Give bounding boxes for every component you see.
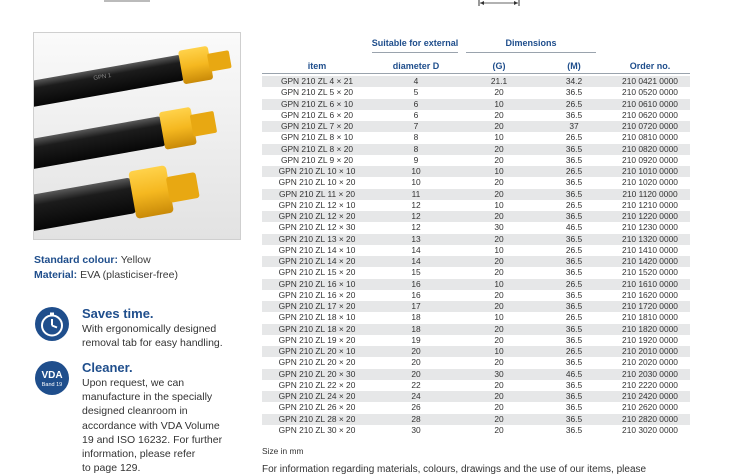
cell-item: GPN 210 ZL 13 × 20: [278, 233, 356, 244]
cell-g: 20: [494, 256, 504, 266]
table-row: [262, 121, 690, 132]
cell-g: 20: [494, 109, 504, 120]
table-row: [262, 402, 690, 413]
cell-g: 20: [494, 154, 504, 165]
cell-g: 20: [494, 87, 504, 98]
cell-g: 10: [494, 166, 504, 176]
material-value: EVA (plasticiser-free): [80, 269, 178, 281]
cell-g: 20: [494, 121, 504, 131]
cell-g: 20: [494, 413, 504, 424]
cell-m: 36.5: [565, 357, 583, 368]
cell-g: 10: [494, 199, 504, 210]
cell-item: GPN 210 ZL 8 × 20: [280, 143, 354, 154]
cell-diameter: 20: [411, 368, 421, 379]
cell-g: 10: [494, 312, 504, 323]
cell-order-no: 210 0720 0000: [622, 121, 678, 131]
cell-diameter: 17: [411, 301, 421, 311]
table-row: [262, 357, 690, 368]
stopwatch-icon: [34, 306, 70, 342]
cell-g: 30: [494, 368, 504, 379]
cell-diameter: 6: [413, 109, 419, 120]
feature-description: [82, 322, 242, 350]
feature-title: Saves time.: [82, 306, 154, 321]
header-divider: [466, 52, 596, 53]
cell-diameter: 30: [411, 424, 421, 435]
cell-order-no: 210 1410 0000: [622, 244, 678, 255]
cell-order-no: 210 1010 0000: [622, 166, 678, 176]
cell-m: 46.5: [565, 222, 583, 233]
cell-m: 26.5: [565, 199, 583, 210]
cell-item: GPN 210 ZL 28 × 20: [278, 413, 356, 424]
feature-line: 19 and ISO 16232. For further: [82, 433, 223, 446]
cell-m: 36.5: [565, 334, 583, 345]
cell-diameter: 15: [411, 267, 421, 278]
header-suitable: Suitable for external: [371, 38, 459, 48]
product-photo: [33, 32, 241, 240]
cell-order-no: 210 0620 0000: [622, 109, 678, 120]
size-note: Size in mm: [262, 446, 304, 456]
cell-item: GPN 210 ZL 22 × 20: [278, 379, 356, 390]
cell-item: GPN 210 ZL 12 × 10: [278, 199, 356, 210]
header-g: (G): [492, 61, 506, 71]
cell-item: GPN 210 ZL 20 × 30: [278, 368, 356, 379]
header-order: Order no.: [629, 61, 671, 71]
cell-order-no: 210 2020 0000: [622, 357, 678, 368]
cell-item: GPN 210 ZL 10 × 10: [278, 166, 356, 176]
cell-g: 20: [494, 334, 504, 345]
cell-m: 36.5: [565, 87, 583, 98]
cell-g: 21.1: [490, 76, 508, 86]
table-row: [262, 245, 690, 256]
decorative-rule: [104, 0, 150, 2]
cell-order-no: 210 2420 0000: [622, 391, 678, 401]
badge-bottom-text: Band 19: [41, 382, 63, 388]
cell-m: 36.5: [565, 391, 583, 401]
cell-g: 20: [494, 188, 504, 199]
cell-g: 20: [494, 289, 504, 300]
cell-m: 26.5: [565, 166, 583, 176]
cell-g: 20: [494, 267, 504, 278]
table-row: [262, 290, 690, 301]
cell-m: 36.5: [565, 424, 583, 435]
table-row: [262, 155, 690, 166]
cell-diameter: 9: [413, 154, 419, 165]
cell-diameter: 4: [413, 76, 419, 86]
standard-colour-label: Standard colour:: [34, 254, 119, 266]
feature-line: Upon request, we can: [82, 377, 185, 389]
cell-m: 36.5: [565, 154, 583, 165]
cell-m: 36.5: [565, 402, 583, 413]
cell-diameter: 20: [411, 357, 421, 368]
feature-line: to page 129.: [82, 462, 141, 475]
header-dimensions: Dimensions: [505, 38, 557, 48]
table-row: [262, 301, 690, 312]
vda-badge-icon: [34, 360, 70, 396]
cell-order-no: 210 1820 0000: [622, 323, 678, 334]
cell-order-no: 210 3020 0000: [622, 424, 678, 435]
cell-item: GPN 210 ZL 15 × 20: [278, 267, 356, 278]
cell-order-no: 210 1220 0000: [622, 211, 678, 221]
table-row: [262, 144, 690, 155]
cell-order-no: 210 0920 0000: [622, 154, 678, 165]
cell-order-no: 210 2010 0000: [622, 346, 678, 356]
cell-diameter: 14: [411, 244, 421, 255]
cell-g: 20: [494, 357, 504, 368]
cell-item: GPN 210 ZL 16 × 20: [278, 289, 356, 300]
cell-item: GPN 210 ZL 11 × 20: [278, 188, 356, 199]
cell-order-no: 210 1610 0000: [622, 278, 678, 289]
cell-item: GPN 210 ZL 26 × 20: [278, 402, 356, 413]
cell-item: GPN 210 ZL 30 × 20: [278, 424, 356, 435]
cell-m: 36.5: [565, 109, 583, 120]
feature-line: removal tab for easy handling.: [82, 337, 223, 350]
cell-g: 20: [494, 143, 504, 154]
cell-g: 10: [494, 244, 504, 255]
cell-m: 26.5: [565, 132, 583, 143]
feature-description: [82, 376, 242, 475]
table-row: [262, 87, 690, 98]
cell-diameter: 13: [411, 233, 421, 244]
cell-g: 20: [494, 301, 504, 311]
cell-m: 36.5: [565, 413, 583, 424]
cell-m: 26.5: [565, 98, 583, 109]
cell-m: 36.5: [565, 256, 583, 266]
table-row: [262, 132, 690, 143]
cell-order-no: 210 1420 0000: [622, 256, 678, 266]
cell-item: GPN 210 ZL 12 × 30: [278, 222, 356, 233]
cell-g: 20: [494, 379, 504, 390]
table-row: [262, 324, 690, 335]
header-bottom-rule: [262, 73, 690, 74]
cell-diameter: 16: [411, 278, 421, 289]
cell-item: GPN 210 ZL 24 × 20: [278, 391, 356, 401]
cell-diameter: 18: [411, 323, 421, 334]
cell-g: 20: [494, 402, 504, 413]
cell-order-no: 210 1210 0000: [622, 199, 678, 210]
table-row: [262, 267, 690, 278]
cell-m: 36.5: [565, 177, 583, 188]
cell-diameter: 20: [411, 346, 421, 356]
cell-item: GPN 210 ZL 18 × 20: [278, 323, 356, 334]
feature-line: accordance with VDA Volume: [82, 419, 220, 432]
cell-order-no: 210 0421 0000: [622, 76, 678, 86]
cell-item: GPN 210 ZL 18 × 10: [278, 312, 356, 323]
table-row: [262, 346, 690, 357]
cell-item: GPN 210 ZL 19 × 20: [278, 334, 356, 345]
table-row: [262, 110, 690, 121]
table-row: [262, 369, 690, 380]
cell-m: 26.5: [565, 346, 583, 356]
feature-line: designed cleanroom in: [82, 405, 188, 418]
cell-order-no: 210 0610 0000: [622, 98, 678, 109]
table-row: [262, 189, 690, 200]
cell-order-no: 210 0520 0000: [622, 87, 678, 98]
cell-m: 46.5: [565, 368, 583, 379]
cell-order-no: 210 1810 0000: [622, 312, 678, 323]
cell-item: GPN 210 ZL 5 × 20: [280, 87, 354, 98]
table-row: [262, 222, 690, 233]
feature-title: Cleaner.: [82, 360, 133, 375]
cell-diameter: 6: [413, 98, 419, 109]
cell-order-no: 210 0810 0000: [622, 132, 678, 143]
cell-order-no: 210 1620 0000: [622, 289, 678, 300]
cell-g: 20: [494, 391, 504, 401]
cell-item: GPN 210 ZL 7 × 20: [280, 121, 354, 131]
table-row: [262, 99, 690, 110]
cell-diameter: 26: [411, 402, 421, 413]
cell-diameter: 12: [411, 222, 421, 233]
material-label: Material:: [34, 269, 78, 281]
dimension-arrow-icon: [478, 0, 520, 6]
cell-order-no: 210 1120 0000: [622, 188, 678, 199]
header-diameter: diameter D: [392, 61, 440, 71]
cell-diameter: 10: [411, 166, 421, 176]
cell-order-no: 210 1520 0000: [622, 267, 678, 278]
cell-diameter: 19: [411, 334, 421, 345]
cell-item: GPN 210 ZL 6 × 10: [280, 98, 354, 109]
cell-item: GPN 210 ZL 20 × 20: [278, 357, 356, 368]
feature-line: manufacture in the specially: [82, 391, 213, 404]
cell-m: 34.2: [565, 76, 583, 86]
cell-m: 36.5: [565, 188, 583, 199]
cell-g: 20: [494, 233, 504, 244]
cell-g: 20: [494, 323, 504, 334]
cell-m: 36.5: [565, 143, 583, 154]
cell-diameter: 10: [411, 177, 421, 188]
cell-m: 36.5: [565, 289, 583, 300]
cell-m: 36.5: [565, 267, 583, 278]
cell-g: 30: [494, 222, 504, 233]
cell-item: GPN 210 ZL 16 × 10: [278, 278, 356, 289]
cell-g: 10: [494, 98, 504, 109]
cell-g: 10: [494, 132, 504, 143]
table-row: [262, 312, 690, 323]
table-row: [262, 200, 690, 211]
cell-diameter: 14: [411, 256, 421, 266]
cell-item: GPN 210 ZL 4 × 21: [280, 76, 354, 86]
cell-diameter: 22: [411, 379, 421, 390]
cell-m: 36.5: [565, 323, 583, 334]
header-m: (M): [567, 61, 581, 71]
cell-order-no: 210 2820 0000: [622, 413, 678, 424]
cell-item: GPN 210 ZL 6 × 20: [280, 109, 354, 120]
feature-line: With ergonomically designed: [82, 323, 217, 335]
table-row: [262, 256, 690, 267]
cell-order-no: 210 1920 0000: [622, 334, 678, 345]
cell-item: GPN 210 ZL 8 × 10: [280, 132, 354, 143]
cell-diameter: 11: [411, 188, 421, 199]
cell-order-no: 210 1230 0000: [622, 222, 678, 233]
table-row: [262, 380, 690, 391]
cell-m: 36.5: [565, 301, 583, 311]
cell-diameter: 7: [413, 121, 419, 131]
product-properties: [34, 253, 178, 283]
cell-g: 10: [494, 278, 504, 289]
cell-diameter: 8: [413, 143, 419, 154]
standard-colour-value: Yellow: [120, 254, 151, 266]
table-row: [262, 166, 690, 177]
cell-diameter: 16: [411, 289, 421, 300]
product-table: [262, 76, 690, 436]
table-row: [262, 335, 690, 346]
standard-colour-line: [34, 253, 178, 268]
cell-item: GPN 210 ZL 9 × 20: [280, 154, 354, 165]
cell-item: GPN 210 ZL 12 × 20: [278, 211, 356, 221]
header-divider: [372, 52, 458, 53]
cell-order-no: 210 1020 0000: [622, 177, 678, 188]
cell-item: GPN 210 ZL 10 × 20: [278, 177, 356, 188]
cell-diameter: 8: [413, 132, 419, 143]
svg-text:GPN 1: GPN 1: [93, 72, 112, 82]
cell-m: 36.5: [565, 211, 583, 221]
cell-diameter: 24: [411, 391, 421, 401]
cell-order-no: 210 2220 0000: [622, 379, 678, 390]
table-row: [262, 211, 690, 222]
cell-m: 37: [569, 121, 579, 131]
cell-m: 26.5: [565, 312, 583, 323]
cell-order-no: 210 2030 0000: [622, 368, 678, 379]
cell-order-no: 210 2620 0000: [622, 402, 678, 413]
cell-g: 10: [494, 346, 504, 356]
cell-g: 20: [494, 424, 504, 435]
cell-order-no: 210 1320 0000: [622, 233, 678, 244]
table-row: [262, 177, 690, 188]
cell-diameter: 12: [411, 211, 421, 221]
cell-order-no: 210 0820 0000: [622, 143, 678, 154]
cell-diameter: 5: [413, 87, 419, 98]
feature-line: information, please refer: [82, 448, 196, 461]
cell-order-no: 210 1720 0000: [622, 301, 678, 311]
footer-text: For information regarding materials, colours, drawings and the use of our items, please: [262, 464, 647, 475]
table-row: [262, 234, 690, 245]
cell-item: GPN 210 ZL 17 × 20: [278, 301, 356, 311]
cell-diameter: 28: [411, 413, 421, 424]
cell-m: 26.5: [565, 278, 583, 289]
cell-m: 26.5: [565, 244, 583, 255]
cell-item: GPN 210 ZL 14 × 20: [278, 256, 356, 266]
table-row: [262, 391, 690, 402]
table-row: [262, 279, 690, 290]
header-item: item: [307, 61, 327, 71]
cell-g: 20: [494, 177, 504, 188]
cell-item: GPN 210 ZL 20 × 10: [278, 346, 356, 356]
cell-item: GPN 210 ZL 14 × 10: [278, 244, 356, 255]
table-row: [262, 425, 690, 436]
cell-diameter: 12: [411, 199, 421, 210]
cell-m: 36.5: [565, 233, 583, 244]
material-line: [34, 268, 178, 283]
cell-m: 36.5: [565, 379, 583, 390]
cell-g: 20: [494, 211, 504, 221]
cell-diameter: 18: [411, 312, 421, 323]
table-row: [262, 76, 690, 87]
badge-top-text: VDA: [41, 370, 63, 381]
table-row: [262, 414, 690, 425]
